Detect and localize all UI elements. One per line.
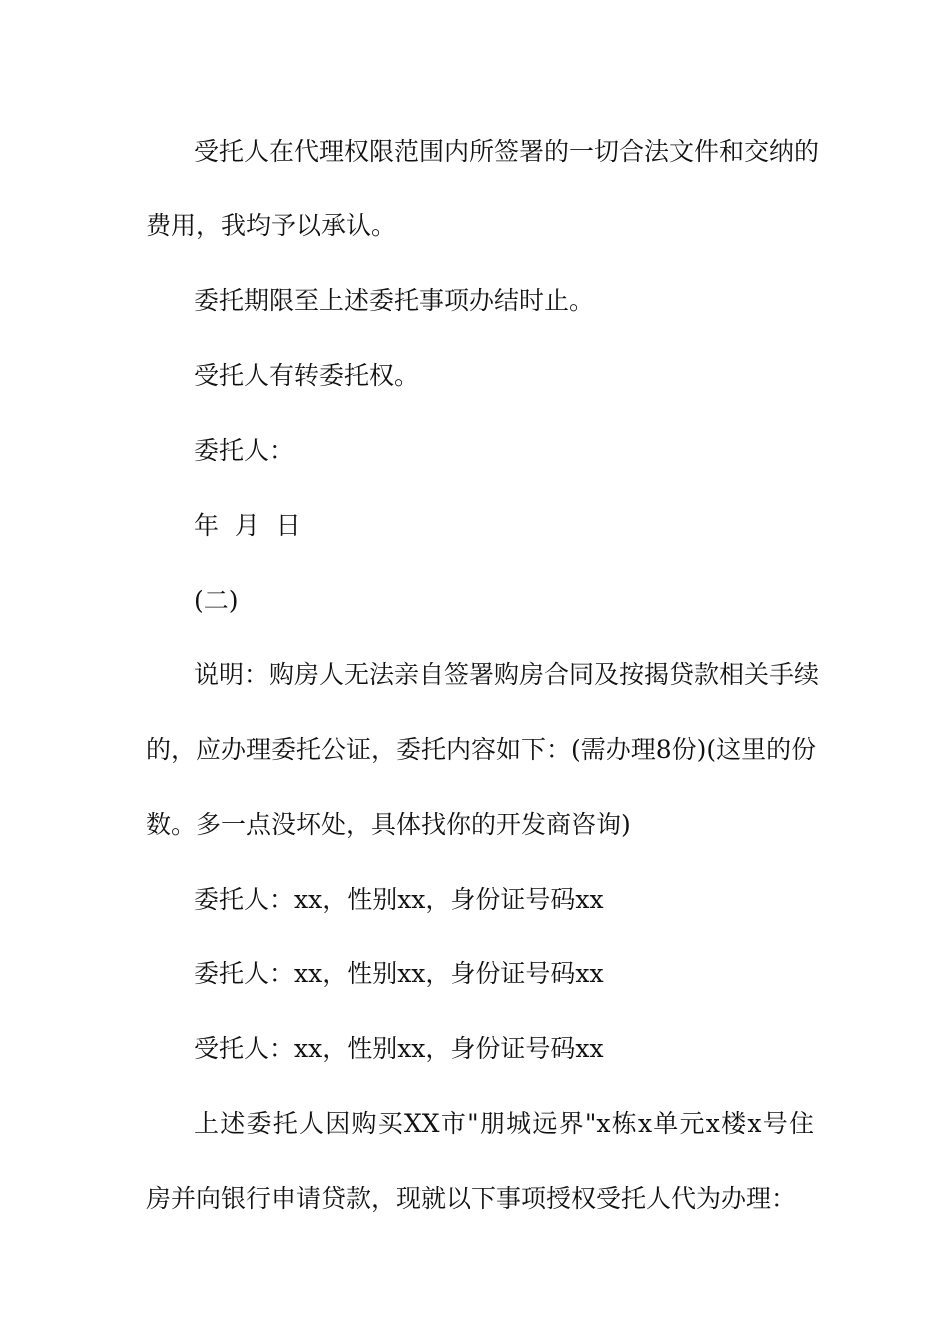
paragraph-line-8: 说明：购房人无法亲自签署购房合同及按揭贷款相关手续	[194, 660, 820, 689]
agent-line: 受托人：xx，性别xx，身份证号码xx	[194, 1034, 604, 1063]
paragraph-line-3: 委托期限至上述委托事项办结时止。	[194, 286, 595, 315]
paragraph-line-14: 上述委托人因购买XX市"朋城远界"x栋x单元x楼x号住	[194, 1109, 814, 1138]
signature-label-line: 委托人：	[194, 436, 295, 465]
paragraph-line-15: 房并向银行申请贷款，现就以下事项授权受托人代为办理：	[146, 1184, 797, 1213]
paragraph-line-1: 受托人在代理权限范围内所签署的一切合法文件和交纳的	[194, 137, 820, 166]
principal-line-1: 委托人：xx，性别xx，身份证号码xx	[194, 885, 604, 914]
date-line: 年 月 日	[194, 511, 301, 540]
paragraph-line-2: 费用，我均予以承认。	[146, 211, 397, 240]
paragraph-line-9: 的，应办理委托公证，委托内容如下：(需办理8份)(这里的份	[146, 735, 817, 764]
principal-line-2: 委托人：xx，性别xx，身份证号码xx	[194, 959, 604, 988]
section-number-line: (二)	[194, 586, 239, 615]
paragraph-line-10: 数。多一点没坏处，具体找你的开发商咨询)	[146, 810, 631, 839]
paragraph-line-4: 受托人有转委托权。	[194, 361, 420, 390]
